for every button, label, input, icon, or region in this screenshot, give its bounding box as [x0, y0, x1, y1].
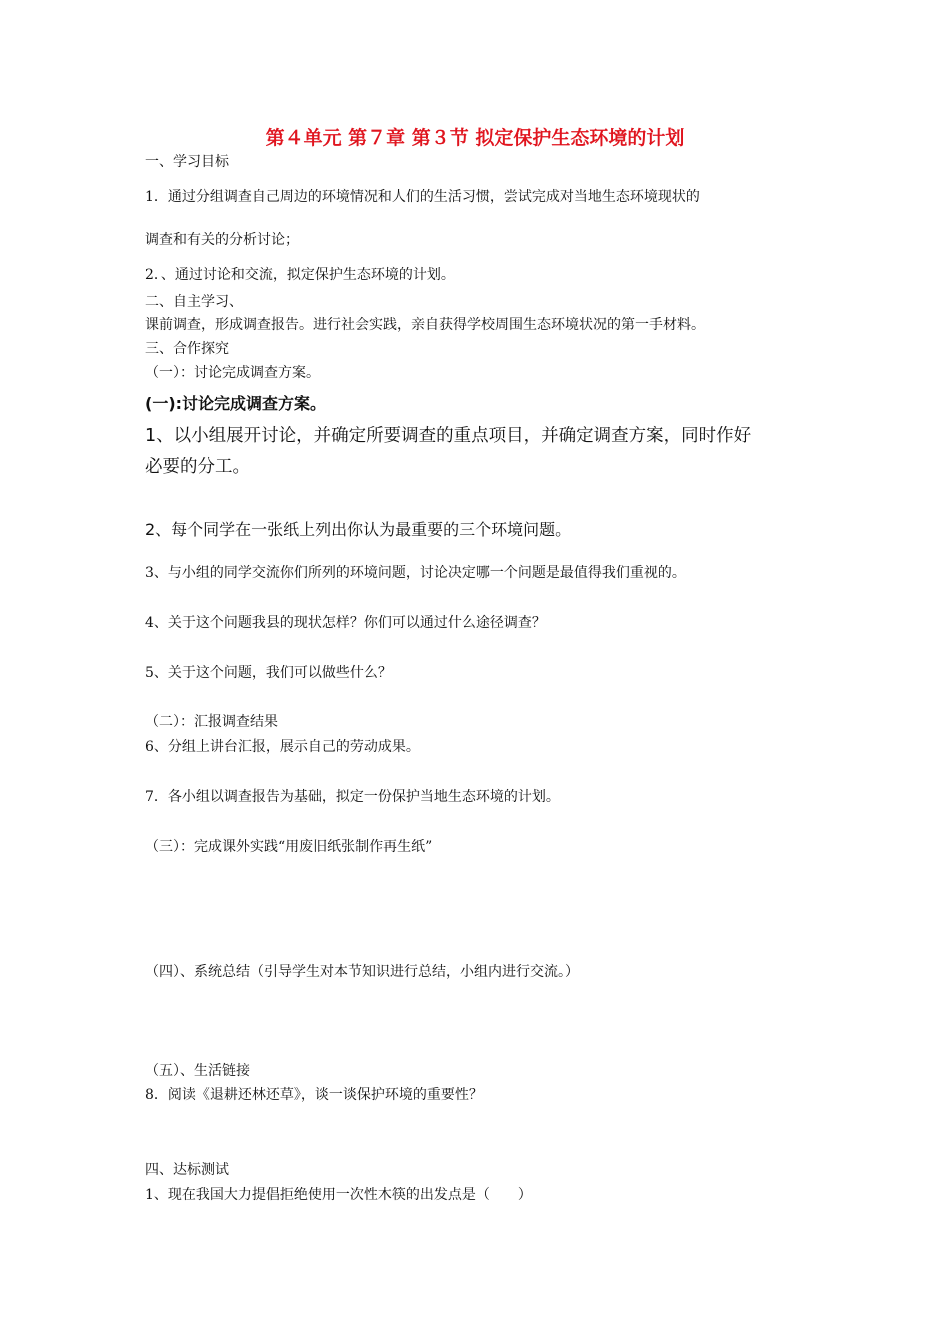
- section-heading-self-study: 二、自主学习、: [145, 294, 243, 310]
- question-3: 3、与小组的同学交流你们所列的环境问题，讨论决定哪一个问题是最值得我们重视的。: [145, 565, 686, 581]
- question-1-line-1: 1、以小组展开讨论，并确定所要调查的重点项目，并确定调查方案，同时作好: [145, 426, 752, 446]
- test-question-1: 1、现在我国大力提倡拒绝使用一次性木筷的出发点是（ ）: [145, 1187, 532, 1203]
- question-6: 6、分组上讲台汇报，展示自己的劳动成果。: [145, 739, 420, 755]
- self-study-text: 课前调查，形成调查报告。进行社会实践，亲自获得学校周围生态环境状况的第一手材料。: [145, 317, 705, 333]
- question-1-line-2: 必要的分工。: [145, 457, 250, 477]
- part-2-heading: （二）：汇报调查结果: [145, 714, 278, 730]
- objective-1-line-1: 1．通过分组调查自己周边的环境情况和人们的生活习惯，尝试完成对当地生态环境现状的: [145, 189, 700, 205]
- question-8: 8．阅读《退耕还林还草》，谈一谈保护环境的重要性？: [145, 1087, 483, 1103]
- question-7: 7．各小组以调查报告为基础，拟定一份保护当地生态环境的计划。: [145, 789, 560, 805]
- section-heading-test: 四、达标测试: [145, 1162, 229, 1178]
- part-1-heading-large: (一):讨论完成调查方案。: [145, 394, 327, 413]
- objective-1-line-2: 调查和有关的分析讨论；: [145, 232, 299, 248]
- page-title: 第４单元 第７章 第３节 拟定保护生态环境的计划: [265, 127, 685, 149]
- question-2: 2、每个同学在一张纸上列出你认为最重要的三个环境问题。: [145, 520, 572, 539]
- part-5-heading: （五）、生活链接: [145, 1063, 250, 1079]
- section-heading-objectives: 一、学习目标: [145, 154, 229, 170]
- part-1-heading-small: （一）：讨论完成调查方案。: [145, 365, 320, 381]
- section-heading-cooperation: 三、合作探究: [145, 341, 229, 357]
- question-4: 4、关于这个问题我县的现状怎样？你们可以通过什么途径调查？: [145, 615, 546, 631]
- question-5: 5、关于这个问题，我们可以做些什么？: [145, 665, 392, 681]
- objective-2: 2．、通过讨论和交流，拟定保护生态环境的计划。: [145, 267, 455, 283]
- part-3-heading: （三）：完成课外实践“用废旧纸张制作再生纸”: [145, 839, 433, 855]
- part-4-heading: （四）、系统总结（引导学生对本节知识进行总结，小组内进行交流。）: [145, 964, 579, 980]
